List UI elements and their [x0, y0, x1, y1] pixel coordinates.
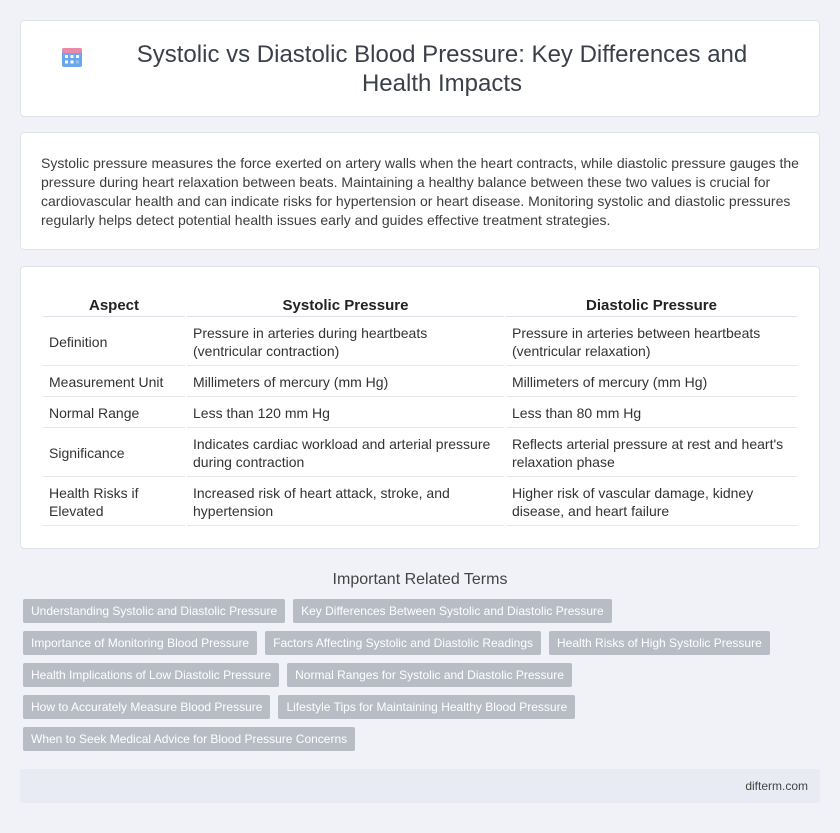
related-term-link[interactable]: Importance of Monitoring Blood Pressure	[23, 631, 257, 655]
header-systolic: Systolic Pressure	[187, 293, 504, 317]
page-title: Systolic vs Diastolic Blood Pressure: Key Differences and Health Impacts	[136, 40, 748, 97]
calendar-grid-icon	[61, 46, 83, 68]
header-aspect: Aspect	[43, 293, 185, 317]
row-systolic: Indicates cardiac workload and arterial pressure during contraction	[187, 430, 504, 477]
related-term-link[interactable]: How to Accurately Measure Blood Pressure	[23, 695, 270, 719]
row-aspect: Health Risks if Elevated	[43, 479, 185, 526]
related-term-link[interactable]: Lifestyle Tips for Maintaining Healthy Blood Pressure	[278, 695, 575, 719]
table-row	[43, 430, 797, 477]
table-row	[43, 479, 797, 526]
row-diastolic: Less than 80 mm Hg	[506, 399, 797, 428]
row-aspect: Significance	[43, 430, 185, 477]
row-systolic: Pressure in arteries during heartbeats (ventricular contraction)	[187, 319, 504, 366]
related-term-link[interactable]: Health Risks of High Systolic Pressure	[549, 631, 770, 655]
comparison-table-card	[20, 266, 820, 549]
table-header-row	[43, 293, 797, 317]
row-diastolic: Reflects arterial pressure at rest and heart's relaxation phase	[506, 430, 797, 477]
related-term-link[interactable]: Factors Affecting Systolic and Diastolic Readings	[265, 631, 541, 655]
row-diastolic: Higher risk of vascular damage, kidney disease, and heart failure	[506, 479, 797, 526]
row-diastolic: Pressure in arteries between heartbeats (ventricular relaxation)	[506, 319, 797, 366]
row-aspect: Normal Range	[43, 399, 185, 428]
related-terms-section	[20, 571, 820, 759]
table-row	[43, 399, 797, 428]
related-terms-tags	[20, 599, 803, 759]
comparison-table	[41, 291, 799, 528]
row-systolic: Less than 120 mm Hg	[187, 399, 504, 428]
row-aspect: Measurement Unit	[43, 368, 185, 397]
intro-card	[20, 132, 820, 250]
table-row	[43, 319, 797, 366]
row-aspect: Definition	[43, 319, 185, 366]
footer-site-link[interactable]: difterm.com	[745, 779, 808, 793]
row-systolic: Increased risk of heart attack, stroke, and hypertension	[187, 479, 504, 526]
header-diastolic: Diastolic Pressure	[506, 293, 797, 317]
related-term-link[interactable]: Health Implications of Low Diastolic Pressure	[23, 663, 279, 687]
row-systolic: Millimeters of mercury (mm Hg)	[187, 368, 504, 397]
related-term-link[interactable]: Normal Ranges for Systolic and Diastolic Pressure	[287, 663, 572, 687]
footer	[20, 769, 820, 803]
header-card	[20, 20, 820, 117]
related-term-link[interactable]: When to Seek Medical Advice for Blood Pressure Concerns	[23, 727, 355, 751]
related-term-link[interactable]: Key Differences Between Systolic and Diastolic Pressure	[293, 599, 612, 623]
related-term-link[interactable]: Understanding Systolic and Diastolic Pressure	[23, 599, 285, 623]
table-row	[43, 368, 797, 397]
row-diastolic: Millimeters of mercury (mm Hg)	[506, 368, 797, 397]
intro-text: Systolic pressure measures the force exerted on artery walls when the heart contracts, while diastolic pressure gauges the pressure during heart relaxation between beats. Maintaining a healthy balance between these two values is crucial for cardiovascular health and can indicate risks for hypertension or heart disease. Monitoring systolic and diastolic pressures regularly helps detect potential health issues early and guides effective treatment strategies.	[41, 155, 799, 228]
header-inner	[61, 40, 779, 98]
related-terms-title: Important Related Terms	[332, 571, 508, 588]
